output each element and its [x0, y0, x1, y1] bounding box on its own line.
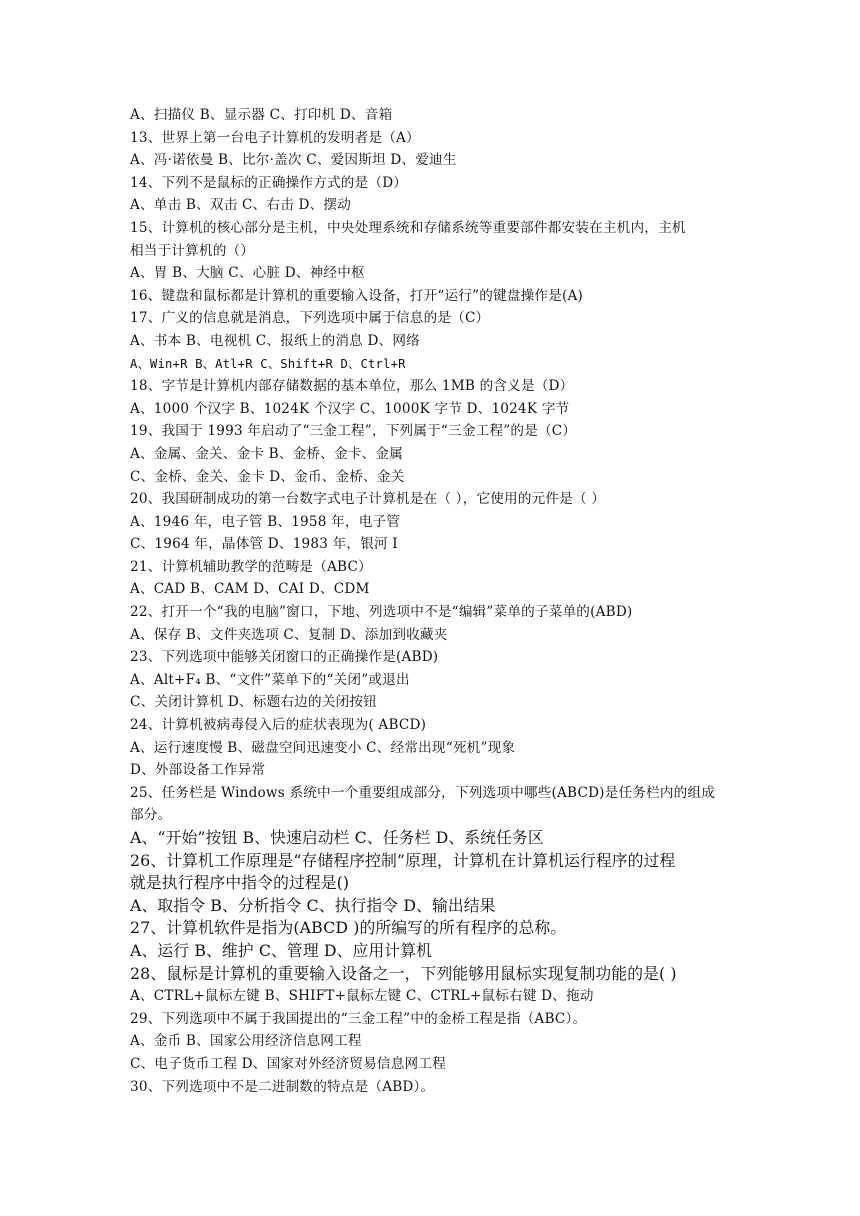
text-line: A、“开始”按钮 B、快速启动栏 C、任务栏 D、系统任务区 [130, 828, 544, 847]
text-line: 相当于计算机的（） [130, 242, 255, 259]
text-line: 13、世界上第一台电子计算机的发明者是（A） [130, 129, 420, 146]
text-line: 21、计算机辅助教学的范畴是（ABC） [130, 558, 372, 575]
text-line: 29、下列选项中不属于我国提出的“三金工程”中的金桥工程是指（ABC）。 [130, 1010, 587, 1027]
text-line: A、CTRL+鼠标左键 B、SHIFT+鼠标左键 C、CTRL+鼠标右键 D、拖动 [130, 988, 594, 1005]
text-line: A、胃 B、大脑 C、心脏 D、神经中枢 [130, 265, 365, 282]
text-line: 23、下列选项中能够关闭窗口的正确操作是(ABD) [130, 649, 439, 666]
text-line: A、金币 B、国家公用经济信息网工程 [130, 1033, 362, 1050]
document-body [130, 104, 734, 1098]
text-line: C、电子货币工程 D、国家对外经济贸易信息网工程 [130, 1055, 446, 1072]
text-line: A、金属、金关、金卡 B、金桥、金卡、金属 [130, 445, 404, 462]
text-line: A、1946 年，电子管 B、1958 年，电子管 [130, 513, 401, 530]
text-line: 30、下列选项中不是二进制数的特点是（ABD）。 [130, 1078, 435, 1095]
text-line: 22、打开一个“我的电脑”窗口，下地、列选项中不是“编辑”菜单的子菜单的(ABD) [130, 604, 633, 621]
text-line: A、运行 B、维护 C、管理 D、应用计算机 [130, 940, 432, 960]
text-line: 17、广义的信息就是消息，下列选项中属于信息的是（C） [130, 310, 490, 327]
text-line: A、扫描仪 B、显示器 C、打印机 D、音箱 [130, 107, 393, 123]
text-line: A、冯·诺依曼 B、比尔·盖次 C、爱因斯坦 D、爱迪生 [130, 152, 457, 169]
text-line: C、金桥、金关、金卡 D、金币、金桥、金关 [130, 468, 405, 485]
text-line: D、外部设备工作异常 [130, 762, 266, 779]
text-line: 15、计算机的核心部分是主机，中央处理系统和存储系统等重要部件都安装在主机内，主机 [130, 219, 686, 236]
text-line: A、取指令 B、分析指令 C、执行指令 D、输出结果 [130, 895, 496, 915]
text-line: 24、计算机被病毒侵入后的症状表现为( ABCD) [130, 717, 427, 734]
text-line: 16、键盘和鼠标都是计算机的重要输入设备，打开“运行”的键盘操作是(A) [130, 287, 584, 304]
text-line: C、1964 年，晶体管 D、1983 年，银河 I [130, 536, 398, 553]
text-line: A、书本 B、电视机 C、报纸上的消息 D、网络 [130, 332, 420, 349]
text-line: C、关闭计算机 D、标题右边的关闭按钮 [130, 694, 377, 711]
text-line: A、Win+R B、Atl+R C、Shift+R D、Ctrl+R [130, 356, 406, 371]
text-line: 27、计算机软件是指为(ABCD )的所编写的所有程序的总称。 [130, 918, 567, 938]
text-line: 20、我国研制成功的第一台数字式电子计算机是在（ ），它使用的元件是（ ） [130, 491, 606, 508]
text-line: 14、下列不是鼠标的正确操作方式的是（D） [130, 174, 408, 191]
text-line: 就是执行程序中指令的过程是() [130, 873, 350, 893]
text-line: 19、我国于 1993 年启动了“三金工程”，下列属于“三金工程”的是（C） [130, 423, 577, 440]
text-line: A、运行速度慢 B、磁盘空间迅速变小 C、经常出现“死机”现象 [130, 739, 516, 756]
text-line: 26、计算机工作原理是“存储程序控制”原理，计算机在计算机运行程序的过程 [130, 850, 676, 870]
text-line: 25、任务栏是 Windows 系统中一个重要组成部分，下列选项中哪些(ABCD)是任务栏内的组成 [130, 784, 716, 801]
text-line: A、Alt+F₄ B、“文件”菜单下的“关闭”或退出 [130, 671, 410, 688]
text-line: A、CAD B、CAM D、CAI D、CDM [130, 581, 370, 598]
text-line: A、保存 B、文件夹选项 C、复制 D、添加到收藏夹 [130, 626, 448, 643]
text-line: A、1000 个汉字 B、1024K 个汉字 C、1000K 字节 D、1024K 字节 [130, 400, 570, 417]
text-line: 18、字节是计算机内部存储数据的基本单位，那么 1MB 的含义是（D） [130, 378, 574, 395]
text-line: A、单击 B、双击 C、右击 D、摆动 [130, 197, 351, 214]
text-line: 部分。 [130, 807, 172, 824]
text-line: 28、鼠标是计算机的重要输入设备之一，下列能够用鼠标实现复制功能的是( ) [130, 963, 677, 983]
